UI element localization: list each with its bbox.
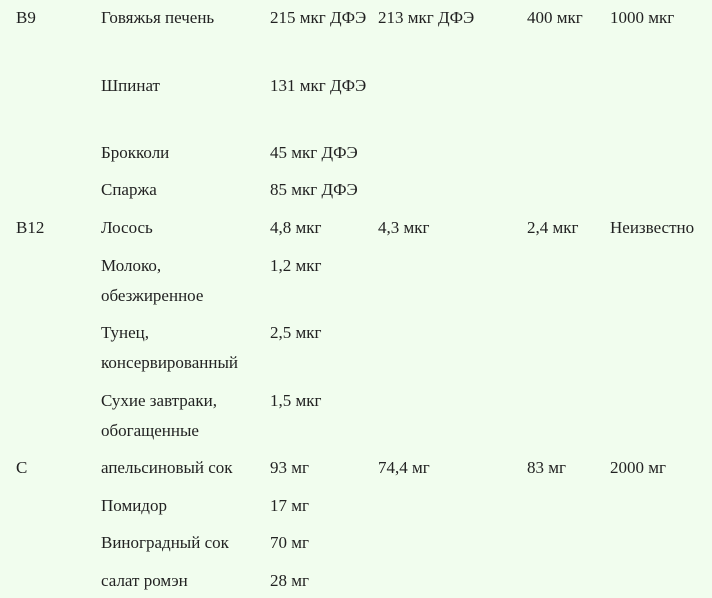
cell-rda-avg: 74,4 мг xyxy=(378,458,430,477)
cell-amount: 1,5 мкг xyxy=(270,391,322,410)
cell-ul: 2000 мг xyxy=(610,458,666,477)
cell-amount: 45 мкг ДФЭ xyxy=(270,143,358,162)
cell-amount: 131 мкг ДФЭ xyxy=(270,76,367,95)
cell-food: Говяжья печень xyxy=(101,8,215,27)
cell-amount: 2,5 мкг xyxy=(270,323,322,342)
cell-amount: 70 мг xyxy=(270,533,309,552)
cell-vitamin: C xyxy=(16,458,28,477)
cell-amount: 93 мг xyxy=(270,458,309,477)
cell-vitamin: B12 xyxy=(16,218,45,237)
cell-food: Брокколи xyxy=(101,143,170,162)
cell-food: Сухие завтраки, обогащенные xyxy=(101,391,217,440)
cell-amount: 85 мкг ДФЭ xyxy=(270,180,358,199)
cell-rda-avg: 4,3 мкг xyxy=(378,218,430,237)
cell-food: Помидор xyxy=(101,496,167,515)
cell-amount: 1,2 мкг xyxy=(270,256,322,275)
cell-food: Тунец, консервированный xyxy=(101,323,238,372)
cell-ul: 1000 мкг xyxy=(610,8,675,27)
cell-rda: 83 мг xyxy=(527,458,566,477)
cell-food: Спаржа xyxy=(101,180,157,199)
cell-ul: Неизвестно xyxy=(610,218,695,237)
cell-food: салат ромэн xyxy=(101,571,188,590)
cell-amount: 215 мкг ДФЭ xyxy=(270,8,367,27)
cell-amount: 4,8 мкг xyxy=(270,218,322,237)
cell-food: Молоко, обезжиренное xyxy=(101,256,204,305)
cell-rda: 2,4 мкг xyxy=(527,218,579,237)
cell-amount: 28 мг xyxy=(270,571,309,590)
cell-food: Виноградный сок xyxy=(101,533,229,552)
cell-vitamin: B9 xyxy=(16,8,36,27)
cell-rda: 400 мкг xyxy=(527,8,583,27)
cell-amount: 17 мг xyxy=(270,496,309,515)
cell-rda-avg: 213 мкг ДФЭ xyxy=(378,8,475,27)
cell-food: Шпинат xyxy=(101,76,160,95)
cell-food: Лосось xyxy=(101,218,153,237)
cell-food: апельсиновый сок xyxy=(101,458,233,477)
